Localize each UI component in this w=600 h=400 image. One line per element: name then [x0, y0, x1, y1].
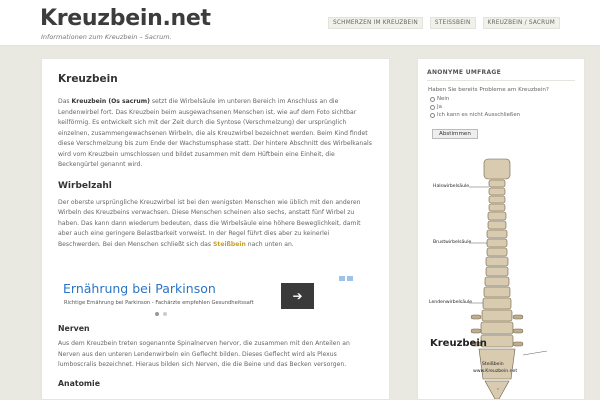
ad-subtitle: Richtige Ernährung bei Parkinson - Fachärzte empfehlen Gesundheitssaft — [64, 300, 254, 306]
ad-pager[interactable] — [155, 312, 167, 316]
ad-arrow-button[interactable]: ➔ — [281, 283, 314, 309]
poll-option-unsure[interactable]: Ich kann es nicht Ausschließen — [430, 112, 574, 118]
label-steissbein: Steißbein — [482, 362, 504, 367]
spine-illustration — [427, 155, 577, 399]
paragraph-wirbelzahl: Der oberste ursprüngliche Kreuzwirbel ist bei den wenigsten Menschen wie üblich mit den anderen Wirbeln des Kreuzbeins verwachsen. Diese Menschen scheinen also sechs, anstatt fünf Wirbel zu haben. Das kann dann wiederum bedeuten, dass die Wirbelsäule eine höhere Beweglichkeit, damit aber auch eine geringere Belastbarkeit vorweist. In der Regel führt dies aber zu keinerlei Beschwerden. Bei den Menschen schließt sich das Steißbein nach unten an. — [58, 198, 361, 248]
main-nav — [328, 17, 560, 29]
ad-title[interactable]: Ernährung bei Parkinson — [63, 281, 216, 296]
label-brustwirbelsaeule: Brustwirbelsäule — [433, 240, 472, 245]
label-lendenwirbelsaeule: Lendenwirbelsäule — [429, 300, 473, 305]
heading-nerven: Nerven — [58, 324, 90, 333]
label-kreuzbein: Kreuzbein — [430, 338, 487, 349]
page-title: Kreuzbein — [58, 73, 118, 85]
adchoices-icon[interactable] — [339, 276, 353, 281]
site-header — [0, 0, 600, 46]
link-steissbein[interactable]: Steißbein — [213, 240, 246, 248]
radio-icon[interactable] — [430, 97, 435, 102]
poll-title: ANONYME UMFRAGE — [427, 69, 575, 81]
vote-button[interactable]: Abstimmen — [432, 129, 478, 139]
paragraph-nerven: Aus dem Kreuzbein treten sogenannte Spinalnerven hervor, die zusammen mit den Anteilen an Nerven aus den unteren Lendenwirbeln ein Geflecht bilden. Dieses Geflecht wird als Plexus lumboscralis bezeichnet. Hieraus bilden sich Nerven, die die Beine und das Becken versorgen. — [58, 340, 350, 368]
label-site-url: www.Kreuzbein.net — [473, 369, 518, 374]
radio-icon[interactable] — [430, 105, 435, 110]
nav-item-schmerzen[interactable]: SCHMERZEN IM KREUZBEIN — [328, 17, 423, 29]
heading-wirbelzahl: Wirbelzahl — [58, 180, 112, 191]
nav-item-steissbein[interactable]: STEISSBEIN — [430, 17, 476, 29]
sidebar — [417, 58, 585, 400]
label-halswirbelsaeule: Halswirbelsäule — [433, 184, 470, 189]
poll-option-ja[interactable]: Ja — [430, 104, 574, 110]
article-content — [41, 58, 390, 400]
radio-icon[interactable] — [430, 113, 435, 118]
poll-option-nein[interactable]: Nein — [430, 96, 574, 102]
ad-banner[interactable] — [58, 276, 371, 316]
heading-anatomie: Anatomie — [58, 378, 101, 388]
poll-question: Haben Sie bereits Probleme am Kreuzbein? — [428, 87, 549, 93]
site-logo[interactable]: Kreuzbein.net — [40, 6, 211, 31]
paragraph-intro: Das Kreuzbein (Os sacrum) setzt die Wirbelsäule im unteren Bereich im Anschluss an die Lendenwirbel fort. Das Kreuzbein beim ausgewachsenen Menschen ist, wie auf dem Foto sichtbar keilförmig. Es entwickelt sich mit der Zeit durch die Syntose (Verschmelzung) der ursprünglich einzelnen, zusammengewachsenen Wirbeln, die als Kreuzwirbel bezeichnet werden. Beim Kind findet diese Verschmelzung bis zum Ende der Wachstumsphase statt. Der hintere Abschnitt des Wirbelkanals wird vom Kreuzbein umschlossen und bildet zusammen mit dem Hüftbein eine Einheit, die Beckengürtel genannt wird. — [58, 98, 372, 168]
nav-item-kreuzbein-sacrum[interactable]: KREUZBEIN / SACRUM — [483, 17, 561, 29]
site-tagline: Informationen zum Kreuzbein – Sacrum. — [41, 33, 172, 41]
